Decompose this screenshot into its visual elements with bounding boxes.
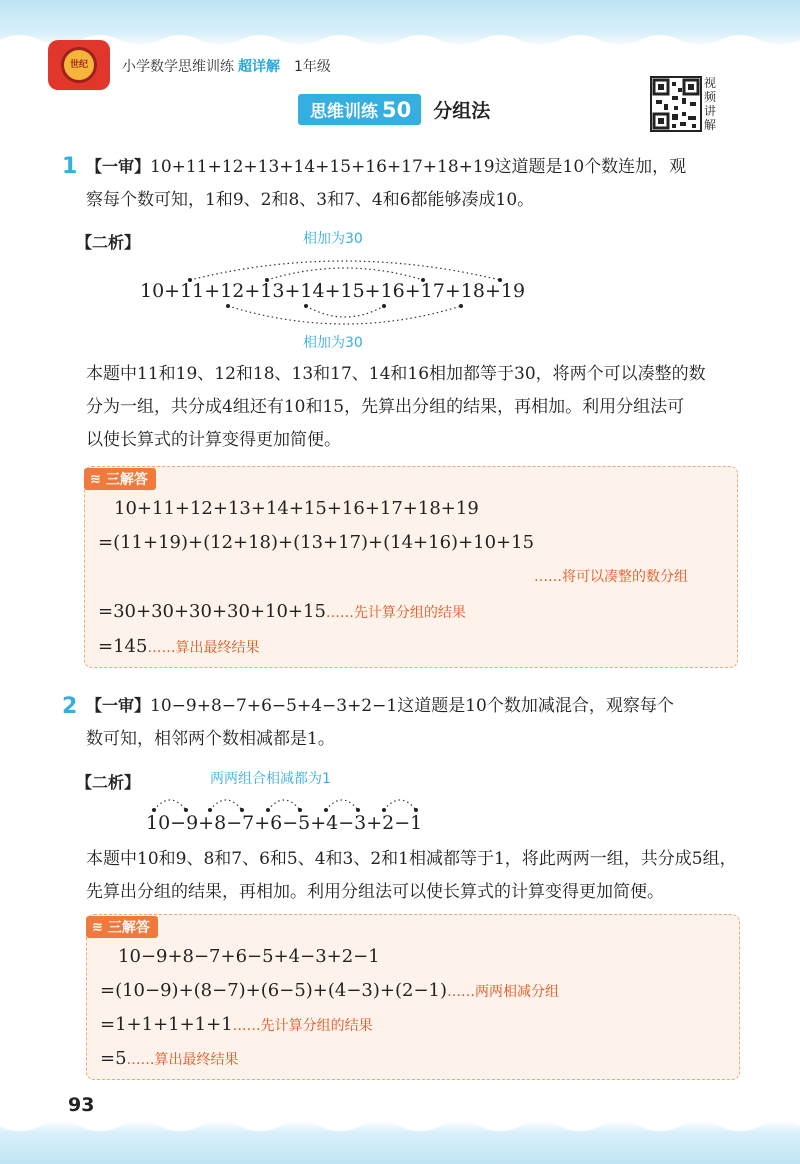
- q2-analysis-line1: 本题中10和9、8和7、6和5、4和3、2和1相减都等于1，将此两两一组，共分成5组，: [86, 849, 737, 869]
- arc-4-3: [326, 800, 358, 810]
- q2-analysis-line2: 先算出分组的结果，再相加。利用分组法可以使长算式的计算变得更加简便。: [86, 882, 664, 902]
- q2-solution-line2: =(10−9)+(8−7)+(6−5)+(4−3)+(2−1): [100, 980, 448, 1001]
- q2-arc-label: 两两组合相减都为1: [210, 771, 331, 787]
- q2-arc-diagram: [140, 788, 440, 814]
- q2-analysis-text: [86, 843, 786, 909]
- q1-analysis-line3: 以使长算式的计算变得更加简便。: [86, 430, 341, 450]
- dot-14-bottom: [304, 304, 308, 308]
- q1-solution-line3: =30+30+30+30+10+15: [98, 601, 326, 622]
- arc-8-7: [210, 800, 242, 810]
- q2-review-tag: 【一审】: [86, 696, 151, 715]
- series-highlight: 超详解: [238, 59, 280, 75]
- arc-2-1: [384, 800, 416, 810]
- arc-13-17: [267, 268, 423, 280]
- wave-icon: ≋: [90, 471, 100, 487]
- q1-solution-line4-wrap: [98, 636, 259, 657]
- question-number-2: 2: [62, 694, 78, 719]
- q1-solution-line2: =(11+19)+(12+18)+(13+17)+(14+16)+10+15: [98, 532, 535, 553]
- q2-solution-note4: ……算出最终结果: [126, 1052, 239, 1068]
- q1-expression: 10+11+12+13+14+15+16+17+18+19: [140, 280, 526, 302]
- page-number: 93: [68, 1094, 95, 1116]
- q1-solution-note2: ……将可以凑整的数分组: [534, 569, 688, 585]
- q1-answer-tag: [84, 468, 156, 490]
- dot-18-bottom: [459, 304, 463, 308]
- series-name: 小学数学思维训练: [122, 59, 234, 75]
- q2-solution-note3: ……先计算分组的结果: [232, 1018, 373, 1034]
- q1-solution-line3-wrap: [98, 601, 466, 622]
- q1-solution-note4: ……算出最终结果: [147, 640, 260, 656]
- q1-review-tag: 【一审】: [86, 157, 151, 176]
- dot-16-bottom: [382, 304, 386, 308]
- grade-label: 1年级: [294, 59, 331, 75]
- q1-analysis-text: [86, 358, 776, 457]
- arc-10-9: [154, 800, 186, 810]
- q2-solution-line2-wrap: [100, 980, 559, 1001]
- q2-solution-line4-wrap: [100, 1048, 239, 1069]
- q1-analysis-line2: 分为一组，共分成4组还有10和15，先算出分组的结果，再相加。利用分组法可: [86, 397, 685, 417]
- q2-solution-line1: 10−9+8−7+6−5+4−3+2−1: [118, 946, 380, 967]
- q2-answer-tag-label: 三解答: [107, 920, 150, 936]
- q2-solution-line3-wrap: [100, 1014, 373, 1035]
- q2-solution-note2: ……两两相减分组: [447, 984, 560, 1000]
- q1-analysis-tag: 【二析】: [76, 233, 141, 252]
- publisher-logo: [48, 40, 110, 90]
- training-number: 50: [382, 98, 412, 122]
- q2-expression: 10−9+8−7+6−5+4−3+2−1: [146, 812, 423, 834]
- q1-solution-note3: ……先计算分组的结果: [325, 605, 466, 621]
- q2-solution-line3: =1+1+1+1+1: [100, 1014, 233, 1035]
- q2-analysis-tag: 【二析】: [76, 773, 141, 792]
- q1-solution-line4: =145: [98, 636, 148, 657]
- q2-review-line2: 数可知，相邻两个数相减都是1。: [86, 729, 335, 749]
- q2-answer-tag: [86, 916, 158, 938]
- qr-label: 视频讲解: [704, 76, 717, 132]
- top-wave-band: [0, 0, 800, 48]
- q1-solution-line1: 10+11+12+13+14+15+16+17+18+19: [114, 498, 479, 519]
- lesson-title: [298, 94, 490, 125]
- q1-answer-tag-label: 三解答: [105, 472, 148, 488]
- q1-analysis-line1: 本题中11和19、12和18、13和17、14和16相加都等于30，将两个可以凑整的数: [86, 364, 706, 384]
- q2-review: [86, 689, 766, 756]
- arc-6-5: [268, 800, 300, 810]
- wave-icon: ≋: [92, 919, 102, 935]
- arc-12-18: [228, 306, 461, 324]
- q2-review-line1: 10−9+8−7+6−5+4−3+2−1这道题是10个数加减混合，观察每个: [150, 696, 674, 716]
- training-label: 思维训练: [310, 102, 378, 122]
- series-title: [122, 56, 331, 76]
- arc-14-16: [306, 306, 384, 317]
- method-title: 分组法: [433, 100, 491, 122]
- q1-arc-label-top: 相加为30: [303, 231, 363, 247]
- qr-code-icon[interactable]: [650, 76, 702, 132]
- q1-arc-label-bottom: 相加为30: [303, 335, 363, 351]
- arc-11-19: [190, 261, 500, 280]
- q1-review-line1: 10+11+12+13+14+15+16+17+18+19这道题是10个数连加，观: [150, 157, 687, 177]
- question-number-1: 1: [62, 154, 78, 179]
- q1-review-line2: 察每个数可知，1和9、2和8、3和7、4和6都能够凑成10。: [86, 190, 535, 210]
- dot-12-bottom: [226, 304, 230, 308]
- q1-review: [86, 150, 766, 217]
- bottom-wave-band: [0, 1120, 800, 1164]
- q2-solution-line4: =5: [100, 1048, 127, 1069]
- training-badge: [298, 94, 421, 125]
- logo-seal: 世纪: [61, 47, 97, 83]
